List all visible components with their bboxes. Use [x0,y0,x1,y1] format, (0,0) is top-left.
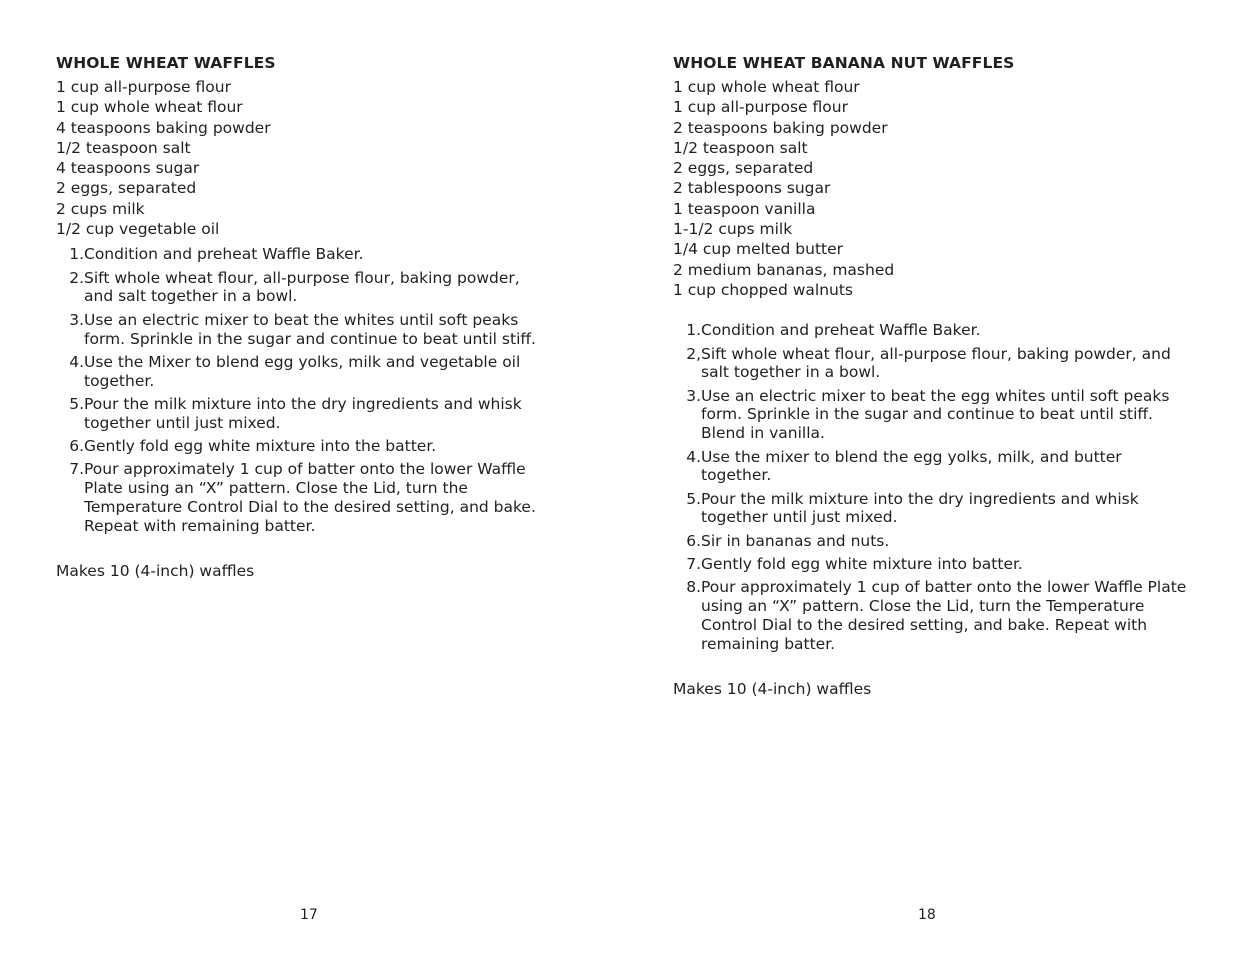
recipe-whole-wheat-banana-nut-waffles [673,52,1193,699]
ingredient-item: 1 cup all-purpose flour [56,78,231,96]
page-number: 17 [300,907,318,923]
step-number: 3. [69,310,84,329]
ingredient-item: 1 cup all-purpose flour [673,98,848,117]
step-number: 3. [686,386,701,405]
right-page [617,0,1235,954]
step-number: 2. [69,268,84,287]
instruction-step [56,460,546,535]
ingredient-item: 2 cups milk [56,199,145,218]
step-number: 6. [69,437,84,456]
instruction-step [56,395,546,433]
ingredient-item: 4 teaspoons sugar [56,159,200,178]
ingredient-item: 1/2 cup vegetable oil [56,220,220,239]
step-text: Gently fold egg white mixture into batter. [701,555,1023,574]
instruction-step [673,532,1193,551]
instruction-step [56,437,546,456]
ingredient-item: 1/2 teaspoon salt [673,138,808,157]
recipe-whole-wheat-waffles [56,52,546,581]
step-number: 6. [686,531,701,550]
step-number: 5. [69,394,84,413]
ingredient-item: 2 eggs, separated [673,159,814,178]
step-text: Sift whole wheat flour, all-purpose flour, baking powder, and salt together in a bowl. [84,268,520,306]
ingredient-list [673,77,1193,300]
step-number: 4. [69,352,84,371]
step-text: Use the Mixer to blend egg yolks, milk and vegetable oil together. [84,352,521,390]
step-text: Pour approximately 1 cup of batter onto the lower Waffle Plate using an “X” pattern. Close the Lid, turn the Temperature Control Dial to the desired setting, and bake. Repeat with remaining batter. [84,460,536,535]
step-text: Pour approximately 1 cup of batter onto the lower Waffle Plate using an “X” pattern. Close the Lid, turn the Temperature Control Dial to the desired setting, and bake. Repeat with remaining batter. [701,578,1187,653]
recipe-title: WHOLE WHEAT BANANA NUT WAFFLES [673,54,1015,72]
step-number: 1. [686,321,701,340]
ingredient-item: 1/2 teaspoon salt [56,138,191,157]
ingredient-item: 4 teaspoons baking powder [56,118,271,137]
step-text: Sift whole wheat flour, all-purpose flour, baking powder, and salt together in a bowl. [701,344,1171,382]
step-text: Sir in bananas and nuts. [701,531,890,550]
step-text: Use an electric mixer to beat the whites until soft peaks form. Sprinkle in the sugar and continue to beat until stiff. [84,310,536,348]
yield-text: Makes 10 (4-inch) waffles [56,561,255,580]
instruction-step [673,387,1193,443]
step-text: Pour the milk mixture into the dry ingredients and whisk together until just mixed. [84,394,522,432]
step-number: 2, [686,344,701,363]
step-number: 7. [686,555,701,574]
instruction-step [673,490,1193,528]
instruction-list [673,321,1193,653]
instruction-list [56,245,546,535]
ingredient-item: 1 cup chopped walnuts [673,280,853,299]
step-text: Condition and preheat Waffle Baker. [701,321,981,340]
step-number: 1. [69,245,84,264]
ingredient-item: 2 tablespoons sugar [673,179,831,198]
instruction-step [56,245,546,264]
instruction-step [673,345,1193,383]
step-number: 4. [686,447,701,466]
ingredient-item: 1 cup whole wheat flour [56,98,243,117]
ingredient-item: 1/4 cup melted butter [673,240,844,259]
left-page [0,0,617,954]
instruction-step [673,555,1193,574]
instruction-step [673,578,1193,653]
step-text: Condition and preheat Waffle Baker. [84,245,364,264]
step-number: 5. [686,489,701,508]
instruction-step [56,311,546,349]
ingredient-item: 2 medium bananas, mashed [673,260,895,279]
step-text: Pour the milk mixture into the dry ingredients and whisk together until just mixed. [701,489,1139,527]
step-text: Use an electric mixer to beat the egg whites until soft peaks form. Sprinkle in the sugar and continue to beat until stiff. Blend in vanilla. [701,386,1170,443]
instruction-step [673,321,1193,340]
instruction-step [673,448,1193,486]
step-text: Gently fold egg white mixture into the batter. [84,437,437,456]
ingredient-list [56,77,546,239]
step-text: Use the mixer to blend the egg yolks, milk, and butter together. [701,447,1122,485]
ingredient-item: 1 teaspoon vanilla [673,199,816,218]
step-number: 7. [69,460,84,479]
step-number: 8. [686,578,701,597]
ingredient-item: 2 teaspoons baking powder [673,118,888,137]
ingredient-item: 2 eggs, separated [56,179,197,198]
page-number: 18 [918,907,936,923]
instruction-step [56,353,546,391]
ingredient-item: 1-1/2 cups milk [673,220,793,239]
instruction-step [56,269,546,307]
recipe-title: WHOLE WHEAT WAFFLES [56,54,276,72]
yield-text: Makes 10 (4-inch) waffles [673,679,872,698]
ingredient-item: 1 cup whole wheat flour [673,78,860,96]
